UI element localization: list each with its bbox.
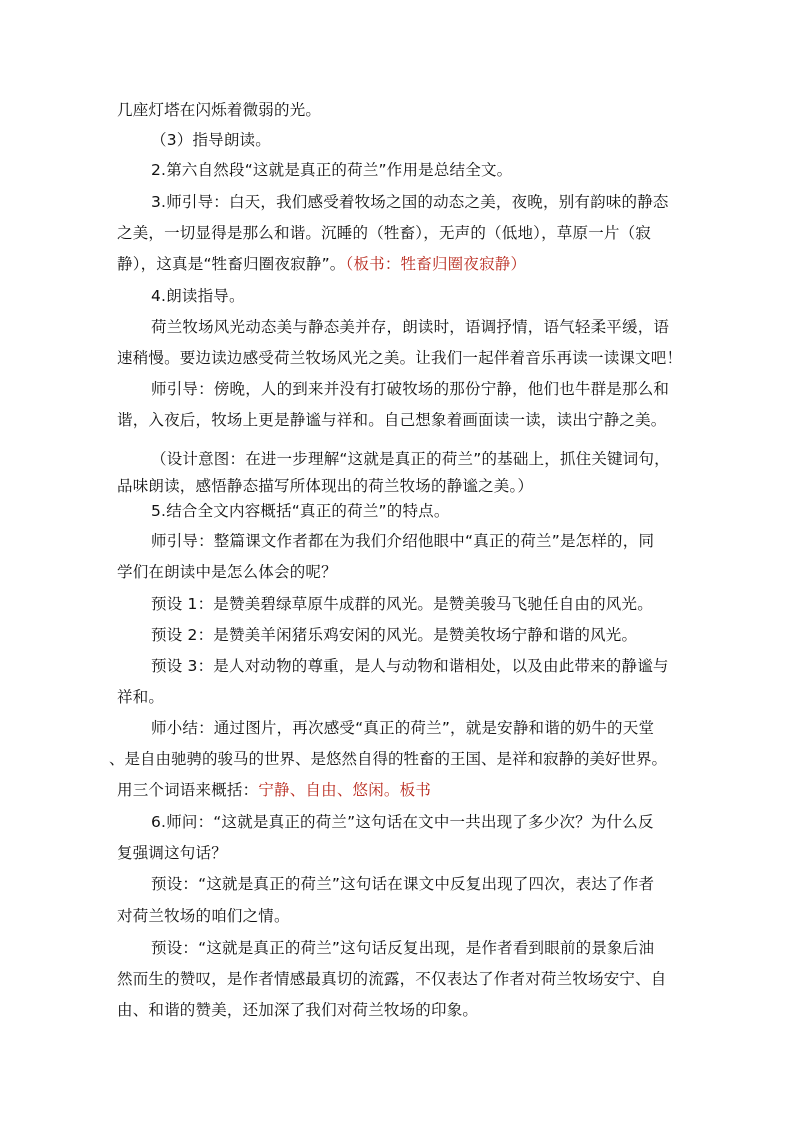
text-line <box>151 531 654 551</box>
text-segment: 预设 1：是赞美碧绿草原牛成群的风光。是赞美骏马飞驰任自由的风光。 <box>151 595 653 613</box>
text-line <box>117 969 667 989</box>
text-line <box>117 100 321 120</box>
text-segment: 谐，入夜后，牧场上更是静谧与祥和。自己想象着画面读一读，读出宁静之美。 <box>117 411 667 429</box>
text-line <box>151 192 669 212</box>
text-segment: （3）指导朗读。 <box>151 131 271 149</box>
text-line <box>151 286 245 306</box>
text-line <box>151 874 654 894</box>
text-segment: 祥和。 <box>117 688 165 706</box>
text-line <box>117 687 164 707</box>
text-line <box>117 1000 478 1020</box>
text-line <box>151 130 271 150</box>
text-line <box>151 938 654 958</box>
text-line <box>151 501 450 521</box>
blackboard-note: （板书：牲畜归圈夜寂静） <box>345 255 527 273</box>
text-line <box>117 843 227 863</box>
text-segment: 师引导：傍晚，人的到来并没有打破牧场的那份宁静，他们也牛群是那么和 <box>151 380 670 398</box>
text-segment: 6.师问：“这就是真正的荷兰”这句话在文中一共出现了多少次？为什么反 <box>151 813 654 831</box>
text-line <box>151 449 670 469</box>
text-segment: 师小结：通过图片，再次感受“真正的荷兰”，就是安静和谐的奶牛的天堂 <box>151 719 655 737</box>
blackboard-note: 宁静、自由、悠闲。板书 <box>258 781 432 799</box>
text-line <box>117 410 667 430</box>
text-segment: 学们在朗读中是怎么体会的呢？ <box>117 563 337 581</box>
text-line <box>117 906 290 926</box>
text-segment: 预设 2：是赞美羊闲猪乐鸡安闲的风光。是赞美牧场宁静和谐的风光。 <box>151 626 638 644</box>
text-segment: 、是自由驰骋的骏马的世界、是悠然自得的牲畜的王国、是祥和寂静的美好世界。 <box>109 750 668 768</box>
text-line <box>151 656 669 676</box>
text-segment: 速稍慢。要边读边感受荷兰牧场风光之美。让我们一起伴着音乐再读一读课文吧！ <box>117 349 683 367</box>
text-line <box>117 254 526 274</box>
text-segment: 对荷兰牧场的咱们之情。 <box>117 907 290 925</box>
text-line <box>117 562 337 582</box>
text-segment: 几座灯塔在闪烁着微弱的光。 <box>117 101 322 119</box>
text-segment: 预设：“这就是真正的荷兰”这句话在课文中反复出现了四次，表达了作者 <box>151 875 655 893</box>
text-segment: （设计意图：在进一步理解“这就是真正的荷兰”的基础上，抓住关键词句， <box>151 450 670 468</box>
text-segment: 由、和谐的赞美，还加深了我们对荷兰牧场的印象。 <box>117 1001 479 1019</box>
text-segment: 预设 3：是人对动物的尊重，是人与动物和谐相处，以及由此带来的静谧与 <box>151 657 669 675</box>
text-segment: 预设：“这就是真正的荷兰”这句话反复出现，是作者看到眼前的景象后油 <box>151 939 655 957</box>
text-line <box>151 812 654 832</box>
text-line <box>117 223 651 243</box>
text-line <box>151 317 669 337</box>
text-segment: 静），这真是“牲畜归圈夜寂静”。 <box>117 255 346 273</box>
text-line <box>151 594 653 614</box>
text-segment: 师引导：整篇课文作者都在为我们介绍他眼中“真正的荷兰”是怎样的，同 <box>151 532 655 550</box>
text-line <box>117 780 431 800</box>
text-line <box>109 749 667 769</box>
text-segment: 然而生的赞叹，是作者情感最真切的流露，不仅表达了作者对荷兰牧场安宁、自 <box>117 970 667 988</box>
text-segment: 品味朗读，感悟静态描写所体现出的荷兰牧场的静谧之美。） <box>117 477 534 495</box>
text-segment: 用三个词语来概括： <box>117 781 259 799</box>
text-segment: 之美，一切显得是那么和谐。沉睡的（牲畜），无声的（低地），草原一片（寂 <box>117 224 652 242</box>
text-segment: 4.朗读指导。 <box>151 287 245 305</box>
text-line <box>151 160 512 180</box>
text-line <box>151 625 637 645</box>
text-segment: 2.第六自然段“这就是真正的荷兰”作用是总结全文。 <box>151 161 513 179</box>
text-segment: 荷兰牧场风光动态美与静态美并存，朗读时，语调抒情，语气轻柔平缓，语 <box>151 318 670 336</box>
text-line <box>151 379 669 399</box>
text-segment: 复强调这句话？ <box>117 844 227 862</box>
text-line <box>117 476 533 496</box>
text-segment: 5.结合全文内容概括“真正的荷兰”的特点。 <box>151 502 450 520</box>
text-segment: 3.师引导：白天，我们感受着牧场之国的动态之美，夜晚，别有韵味的静态 <box>151 193 669 211</box>
text-line <box>117 348 682 368</box>
text-line <box>151 718 654 738</box>
